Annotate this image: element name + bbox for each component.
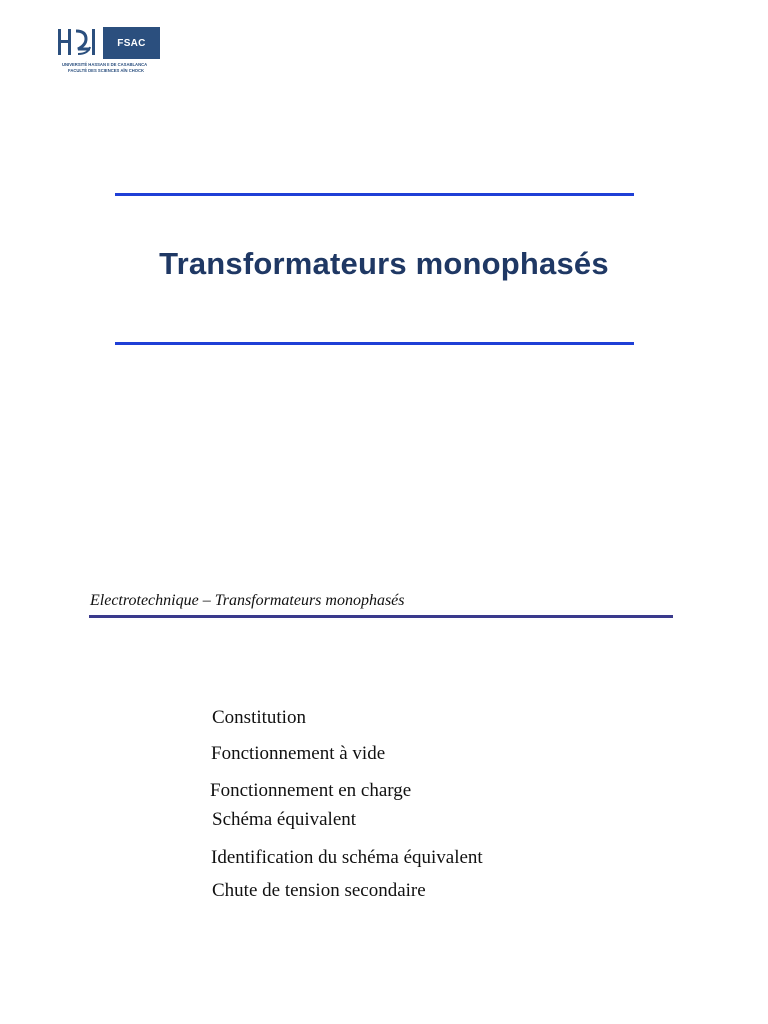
title-top-rule bbox=[115, 193, 634, 196]
logo-faculty-name: FACULTÉ DES SCIENCES AÏN CHOCK bbox=[68, 68, 145, 73]
university-logo bbox=[56, 27, 164, 75]
fsac-badge: FSAC bbox=[103, 27, 160, 59]
university-emblem-icon bbox=[56, 27, 98, 59]
toc-item-schema-equivalent: Schéma équivalent bbox=[212, 809, 357, 830]
toc-item-fonctionnement-a-vide: Fonctionnement à vide bbox=[211, 743, 386, 764]
toc-item-chute-de-tension: Chute de tension secondaire bbox=[212, 880, 426, 901]
toc-item-identification: Identification du schéma équivalent bbox=[211, 847, 483, 868]
page-title: Transformateurs monophasés bbox=[159, 246, 609, 281]
logo-university-name: UNIVERSITÉ HASSAN II DE CASABLANCA bbox=[62, 62, 148, 67]
title-bottom-rule bbox=[115, 342, 634, 345]
toc-item-fonctionnement-en-charge: Fonctionnement en charge bbox=[210, 780, 412, 801]
toc-item-constitution: Constitution bbox=[212, 707, 306, 728]
section-header: Electrotechnique – Transformateurs monophasés bbox=[90, 592, 405, 609]
section-header-rule bbox=[89, 615, 673, 618]
